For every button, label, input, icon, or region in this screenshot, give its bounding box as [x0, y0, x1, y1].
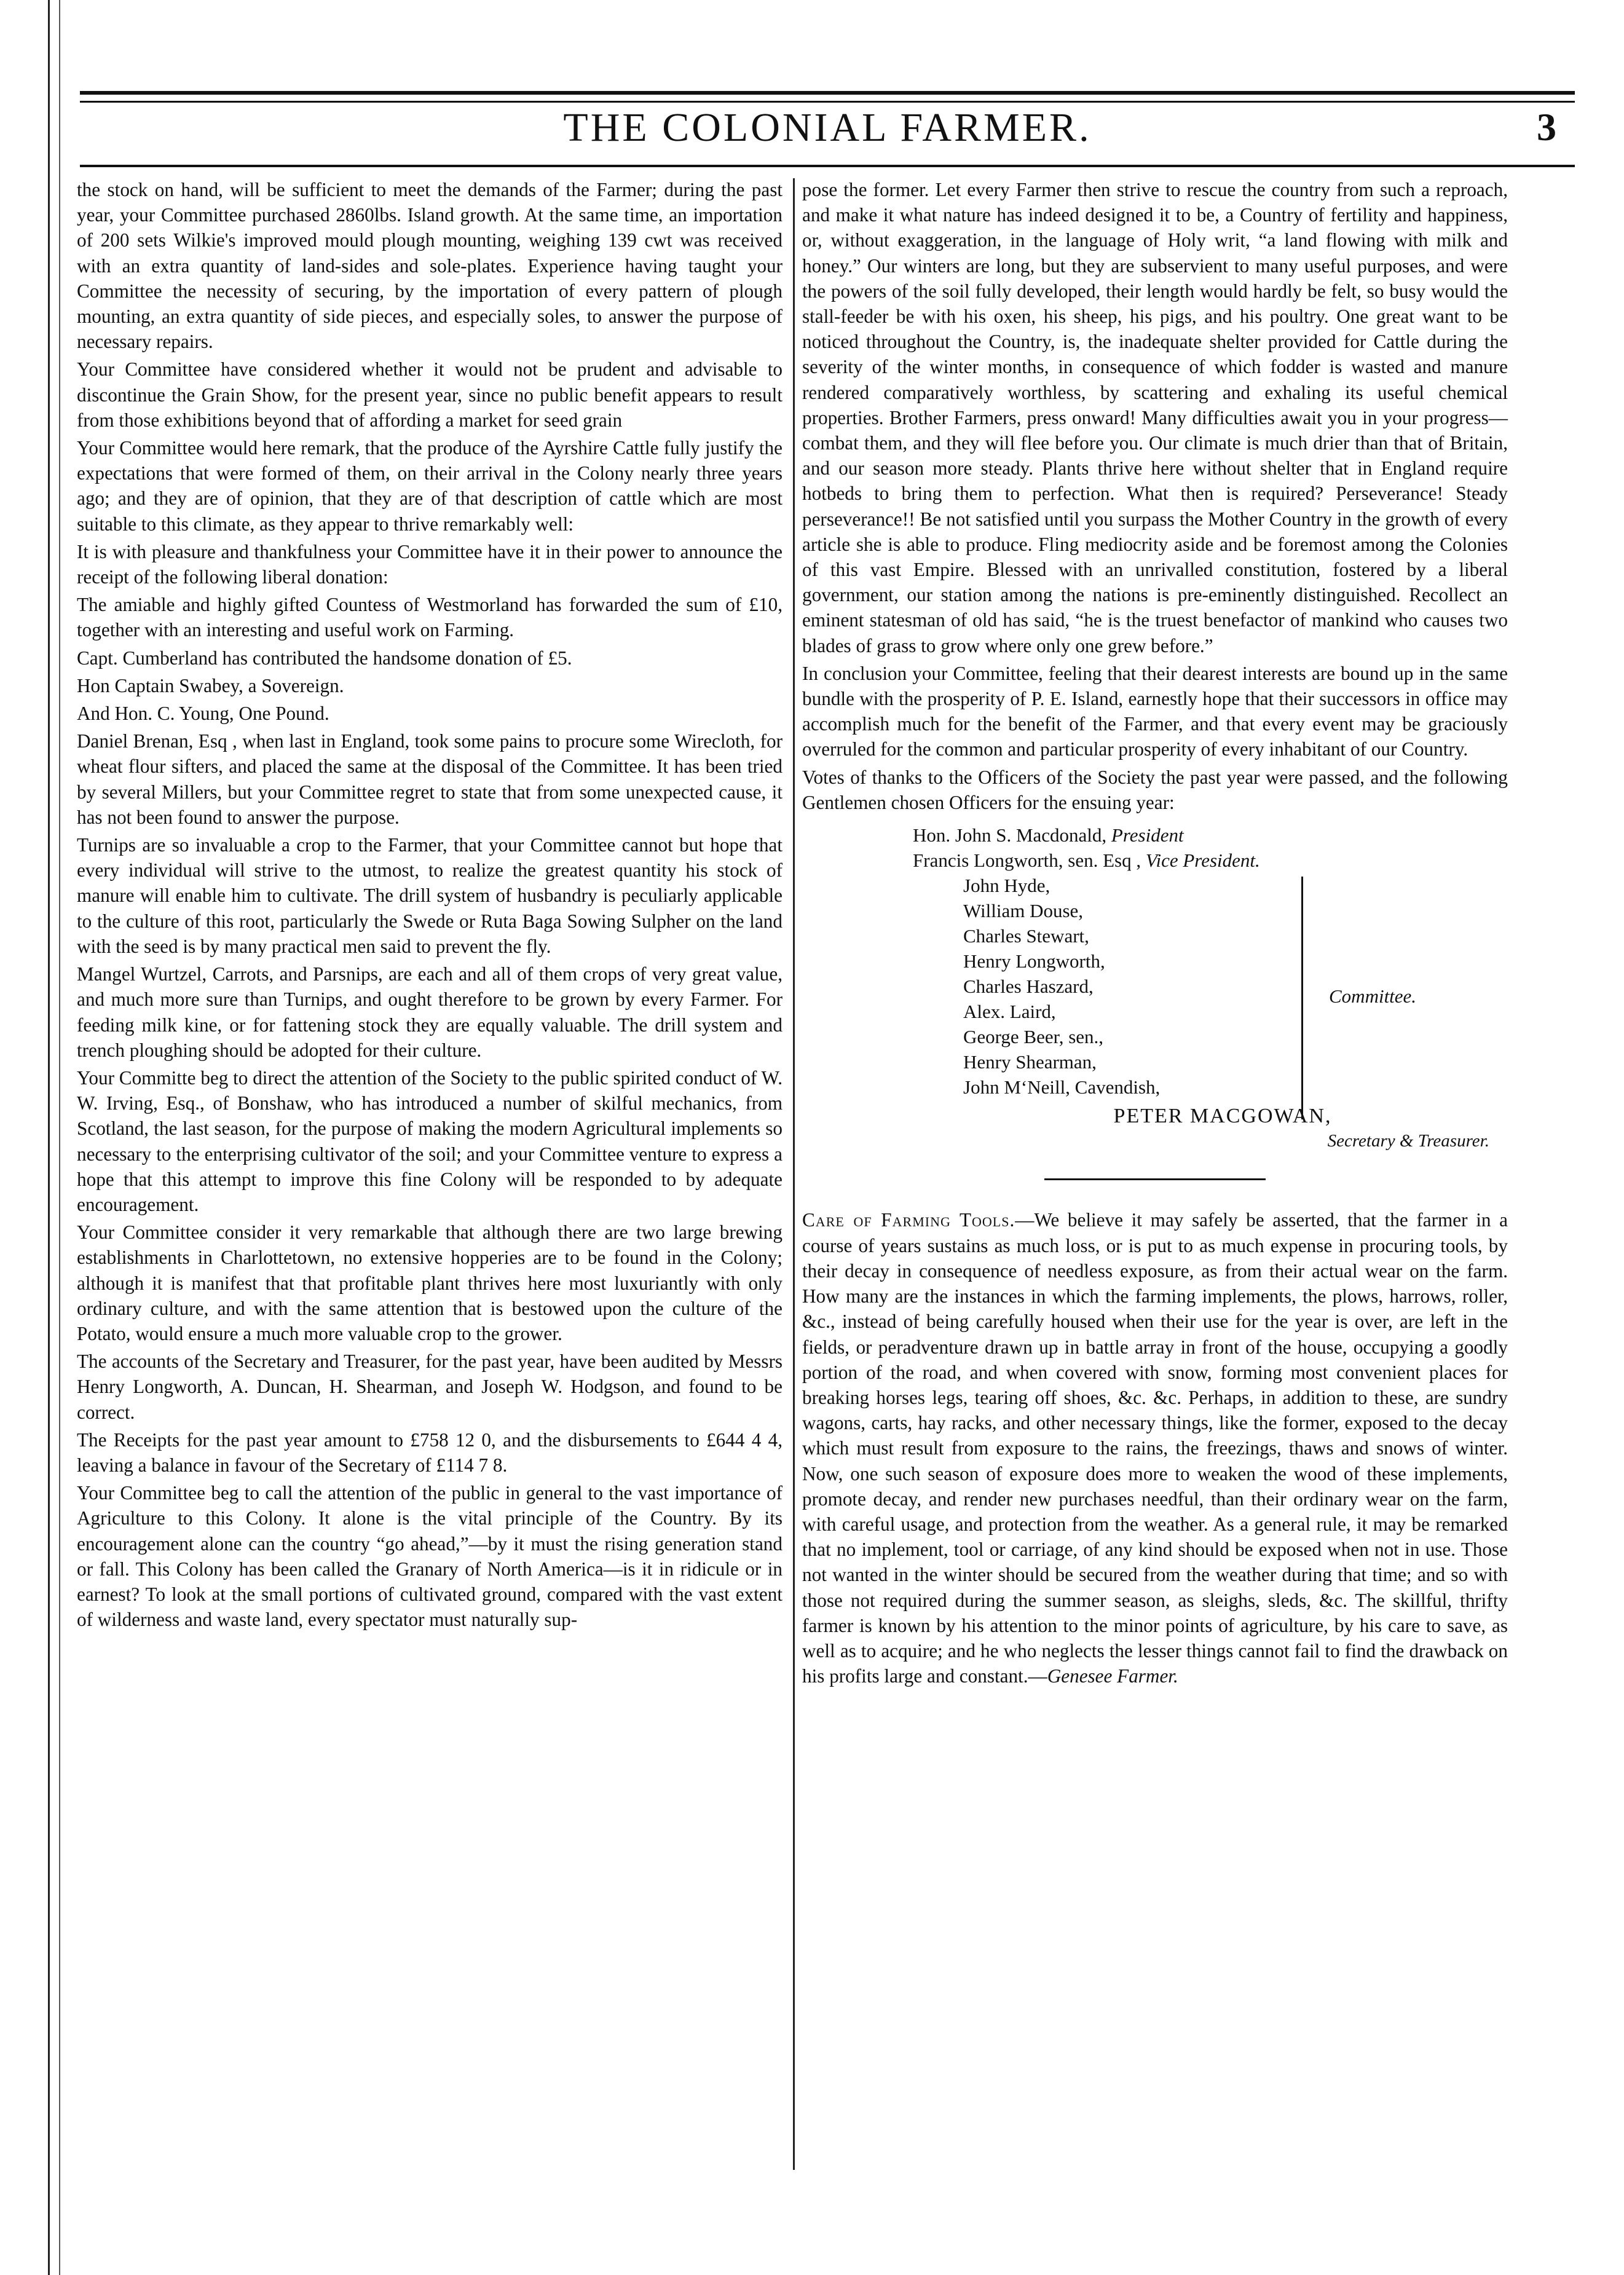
- officers-list: [802, 822, 1508, 1154]
- paragraph: Hon Captain Swabey, a Sovereign.: [77, 674, 344, 696]
- vice-president-name: Francis Longworth, sen. Esq ,: [913, 850, 1141, 872]
- paragraph: And Hon. C. Young, One Pound.: [77, 703, 329, 725]
- paragraph: The amiable and highly gifted Countess of Westmorland has forwarded the sum of £10, together with an interesting and useful work on Farming.: [77, 594, 782, 641]
- paragraph: Votes of thanks to the Officers of the Society the past year were passed, and the following Gentlemen chosen Officers for the ensuing year:: [802, 766, 1508, 813]
- header-rule: [80, 165, 1575, 167]
- paragraph: Daniel Brenan, Esq , when last in England, took some pains to procure some Wirecloth, for wheat flour sifters, and placed the same at the disposal of the Committee. It has been tried by several Millers, but your Committee regret to state that from some unexpected cause, it has not been found to answer the purpose.: [77, 730, 782, 828]
- paragraph: Your Committee beg to call the attention of the public in general to the vast importance of Agriculture to this Colony. It alone is the vital principle of the Country. By its encouragement alone can the country “go ahead,”—by it must the rising generation stand or fall. This Colony has been called the Granary of North America—is it in ridicule or in earnest? To look at the small portions of cultivated ground, compared with the vast extent of wilderness and waste land, every spectator must naturally sup-: [77, 1482, 782, 1631]
- paragraph: In conclusion your Committee, feeling that their dearest interests are bound up in the same bundle with the prosperity of P. E. Island, earnestly hope that their successors in office may accomplish much for the benefit of the Farmer, and that every event may be graciously overruled for the common and particular prosperity of every inhabitant of our Country.: [802, 662, 1508, 760]
- paragraph: Turnips are so invaluable a crop to the Farmer, that your Committee cannot but hope that every individual will strive to the utmost, to realize the greatest quantity his stock of manure will enable him to cultivate. The drill system of husbandry is peculiarly applicable to the culture of this root, particularly the Swede or Ruta Baga Sowing Sulpher on the land with the seed is by many practical men said to prevent the fly.: [77, 834, 782, 957]
- paragraph: Capt. Cumberland has contributed the handsome donation of £5.: [77, 647, 572, 669]
- committee-member: Charles Haszard,: [963, 976, 1094, 998]
- gutter-edge-line: [48, 0, 50, 2275]
- article-source: Genesee Farmer.: [1047, 1665, 1178, 1687]
- committee-member: Henry Longworth,: [963, 950, 1105, 972]
- section-divider: [1044, 1178, 1266, 1180]
- right-column: [802, 177, 1508, 2201]
- paragraph: Your Committee have considered whether it would not be prudent and advisable to discontinue the Grain Show, for the present year, since no public benefit appears to result from those exhibitions beyond that of affording a market for seed grain: [77, 358, 782, 431]
- top-double-rule: [80, 91, 1575, 103]
- vice-president-title: Vice President.: [1145, 850, 1260, 872]
- page-title: THE COLONIAL FARMER.: [563, 105, 1092, 150]
- paragraph: Your Committee consider it very remarkable that although there are two large brewing establishments in Charlottetown, no extensive hopperies are to be found in the Colony; although it is manifest that that profitable plant thrives here most luxuriantly with only ordinary culture, and with the same attention that is bestowed upon the culture of the Potato, would ensure a much more valuable crop to the grower.: [77, 1221, 782, 1344]
- page-number: 3: [1537, 105, 1556, 149]
- paragraph: The Receipts for the past year amount to £758 12 0, and the disbursements to £644 4 4, leaving a balance in favour of the Secretary of £114 7 8.: [77, 1429, 782, 1476]
- paragraph: Your Committee would here remark, that the produce of the Ayrshire Cattle fully justify the expectations that were formed of them, on their arrival in the Colony nearly three years ago; and they are of opinion, that they are of that description of cattle which are most suitable to this climate, as they appear to thrive remarkably well:: [77, 437, 782, 535]
- president-title: President: [1111, 824, 1184, 846]
- committee-member: George Beer, sen.,: [963, 1026, 1104, 1048]
- committee-member: Charles Stewart,: [963, 925, 1089, 947]
- committee-member: Alex. Laird,: [963, 1001, 1056, 1023]
- article-body: —We believe it may safely be asserted, that the farmer in a course of years sustains as much loss, or is put to as much expense in procuring tools, by their decay in consequence of needless exposure, as from their actual wear on the farm. How many are the instances in which the farming implements, the plows, harrows, roller, &c., instead of being carefully housed when their use for the year is over, are left in the fields, or peradventure drawn up in battle array in front of the house, occupying a goodly portion of the road, and when covered with snow, forming most convenient places for breaking horses legs, tearing off shoes, &c. &c. Perhaps, in addition to these, are sundry wagons, carts, hay racks, and other necessary things, like the former, exposed to the decay which must result from exposure to the rains, the freezings, thaws and snows of winter. Now, one such season of exposure does more to weaken the wood of these implements, promote decay, and render new purchases needful, than their ordinary wear on the farm, with careful usage, and protection from the weather. As a general rule, it may be remarked that no implement, tool or carriage, of any kind should be exposed when not in use. Those not wanted in the winter should be secured from the weather during that time; and so with those not required during the summer season, as sleighs, sleds, &c. The skillful, thrifty farmer is known by his attention to the minor points of agriculture, by his care to save, as well as to acquire; and he who neglects the lesser things cannot fail to find the drawback on his profits large and constant.—: [802, 1209, 1508, 1687]
- binding-gutter: [0, 0, 68, 2275]
- page-header: [80, 104, 1575, 161]
- paragraph: Mangel Wurtzel, Carrots, and Parsnips, are each and all of them crops of very great value, and much more sure than Turnips, and ought therefore to be grown by every Farmer. For feeding milk kine, or for fattening stock they are equally valuable. The drill system and trench ploughing should be adopted for their culture.: [77, 963, 782, 1061]
- left-column: [77, 177, 782, 2201]
- paragraph: Your Committe beg to direct the attention of the Society to the public spirited conduct of W. W. Irving, Esq., of Bonshaw, who has introduced a number of skilful mechanics, from Scotland, the last season, for the purpose of making the modern Agricultural implements so necessary to the enterprising cultivator of the soil; and your Committee venture to express a hope that this attempt to improve this fine Colony will be responded to by adequate encouragement.: [77, 1067, 782, 1215]
- paragraph: The accounts of the Secretary and Treasurer, for the past year, have been audited by Messrs Henry Longworth, A. Duncan, H. Shearman, and Joseph W. Hodgson, and found to be correct.: [77, 1350, 782, 1423]
- committee-member: John Hyde,: [963, 875, 1050, 897]
- secretary-name: PETER MACGOWAN,: [1113, 1105, 1332, 1128]
- president-line: [913, 822, 1508, 848]
- vice-president-line: [913, 848, 1508, 873]
- paragraph: It is with pleasure and thankfulness your Committee have it in their power to announce the receipt of the following liberal donation:: [77, 540, 782, 588]
- committee-member: William Douse,: [963, 900, 1084, 922]
- gutter-inner-line: [59, 0, 60, 2275]
- committee-members: [963, 873, 1430, 1100]
- president-name: Hon. John S. Macdonald,: [913, 824, 1107, 846]
- article-heading: Care of Farming Tools.: [802, 1209, 1015, 1231]
- committee-member: Henry Shearman,: [963, 1051, 1097, 1073]
- committee-label: Committee.: [1329, 985, 1417, 1007]
- paragraph: pose the former. Let every Farmer then strive to rescue the country from such a reproach, and make it what nature has indeed designed it to be, a Country of fertility and happiness, or, without exaggeration, in the language of Holy writ, “a land flowing with milk and honey.” Our winters are long, but they are subservient to many useful purposes, and were the powers of the soil fully developed, their length would hardly be felt, so busy would the stall-feeder be with his oxen, his sheep, his pigs, and his poultry. One great want to be noticed throughout the Country, is, the inadequate shelter provided for Cattle during the severity of the winter months, in consequence of which fodder is wasted and manure rendered comparatively worthless, by scattering and exhaling its useful chemical properties. Brother Farmers, press onward! Many difficulties await you in your progress—combat them, and they will flee before you. Our climate is much drier than that of Britain, and our season more steady. Plants thrive here without shelter that in England require hotbeds to bring them to perfection. What then is required? Perseverance! Steady perseverance!! Be not satisfied until you surpass the Mother Country in the growth of every article she is able to produce. Fling mediocrity aside and be foremost among the Colonies of this vast Empire. Blessed with an unrivalled constitution, fostered by a liberal government, our station among the nations is pre-eminently distinguished. Recollect an eminent statesman of old has said, “he is the truest benefactor of mankind who causes two blades of grass to grow where only one grew before.”: [802, 179, 1508, 656]
- article-paragraph: [802, 1207, 1508, 1689]
- secretary-title: Secretary & Treasurer.: [1327, 1131, 1489, 1151]
- paragraph: the stock on hand, will be sufficient to meet the demands of the Farmer; during the past year, your Committee purchased 2860lbs. Island growth. At the same time, an importation of 200 sets Wilkie's improved mould plough mounting, weighing 139 cwt was received with an extra quantity of land-sides and sole-plates. Experience having taught your Committee the necessity of securing, by the importation of every pattern of plough mounting, an extra quantity of side pieces, and especially soles, to answer the purpose of necessary repairs.: [77, 179, 782, 353]
- committee-member: John M‘Neill, Cavendish,: [963, 1076, 1161, 1098]
- column-divider: [793, 178, 795, 2170]
- committee-brace: [1283, 877, 1303, 1119]
